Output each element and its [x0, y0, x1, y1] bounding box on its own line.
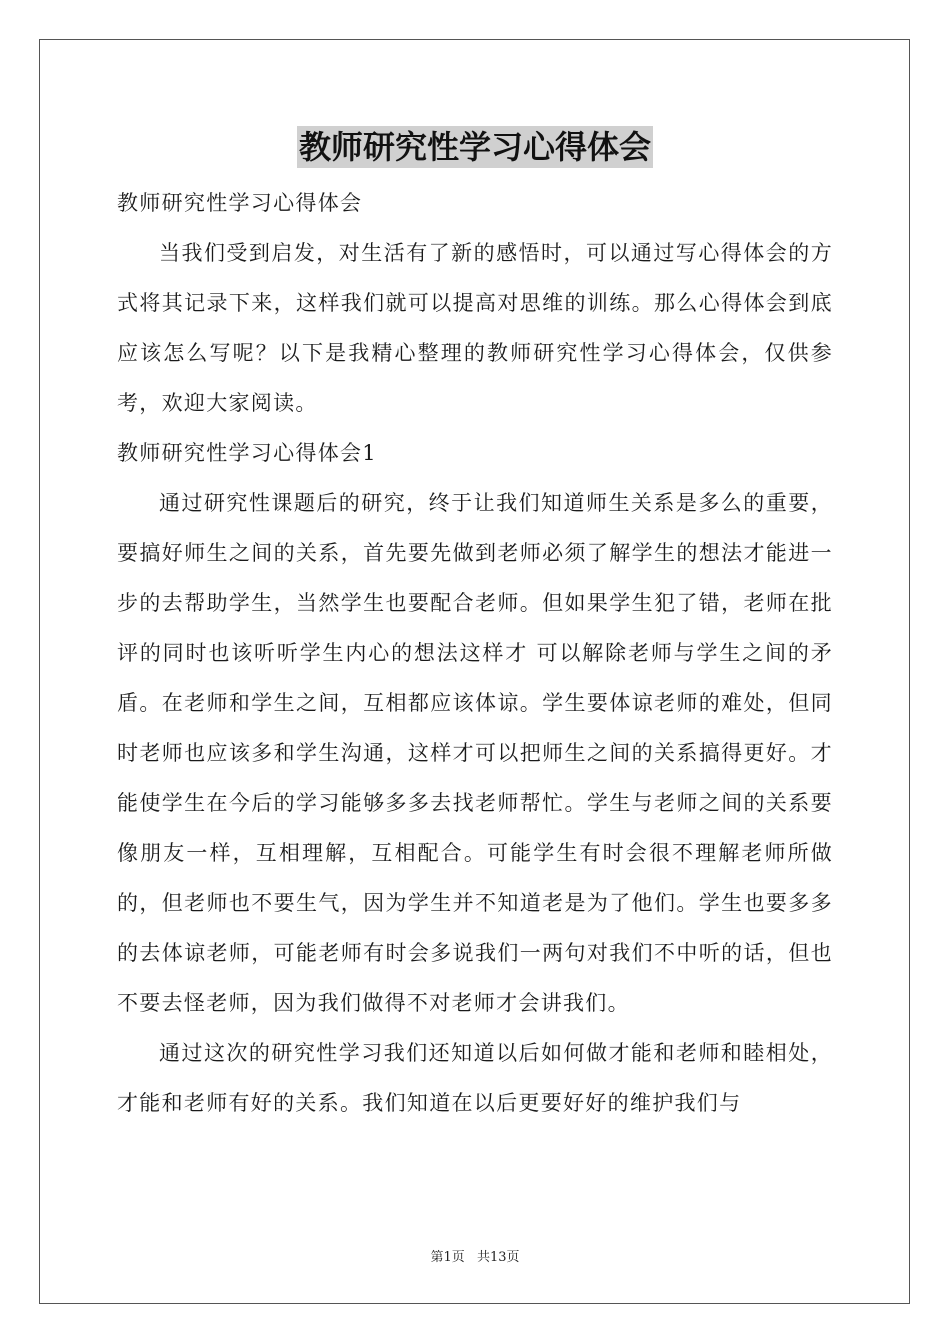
page-footer: [0, 1246, 950, 1265]
page-number: 第1页: [430, 1250, 465, 1265]
document-title: 教师研究性学习心得体会: [298, 128, 651, 166]
intro-paragraph: 当我们受到启发，对生活有了新的感悟时，可以通过写心得体会的方式将其记录下来，这样我们就可以提高对思维的训练。那么心得体会到底应该怎么写呢？以下是我精心整理的教师研究性学习心得体会，仅供参考，欢迎大家阅读。: [117, 241, 833, 415]
page-total: 共13页: [476, 1250, 520, 1265]
body-paragraph-2: 通过这次的研究性学习我们还知道以后如何做才能和老师和睦相处，才能和老师有好的关系。我们知道在以后更要好好的维护我们与: [117, 1041, 833, 1115]
title-wrapper: [0, 126, 950, 168]
document-body: [117, 178, 833, 1128]
document-subtitle: 教师研究性学习心得体会: [117, 191, 363, 215]
body-paragraph-1: 通过研究性课题后的研究，终于让我们知道师生关系是多么的重要，要搞好师生之间的关系，首先要先做到老师必须了解学生的想法才能进一步的去帮助学生，当然学生也要配合老师。但如果学生犯了错，老师在批评的同时也该听听学生内心的想法这样才 可以解除老师与学生之间的矛盾。在老师和学生之间，互相都应该体谅。学生要体谅老师的难处，但同时老师也应该多和学生沟通，这样才可以把师生之间的关系搞得更好。才能使学生在今后的学习能够多多去找老师帮忙。学生与老师之间的关系要像朋友一样，互相理解，互相配合。可能学生有时会很不理解老师所做的，但老师也不要生气，因为学生并不知道老是为了他们。学生也要多多的去体谅老师，可能老师有时会多说我们一两句对我们不中听的话，但也不要去怪老师，因为我们做得不对老师才会讲我们。: [117, 491, 833, 1015]
section-heading: 教师研究性学习心得体会1: [117, 441, 377, 465]
